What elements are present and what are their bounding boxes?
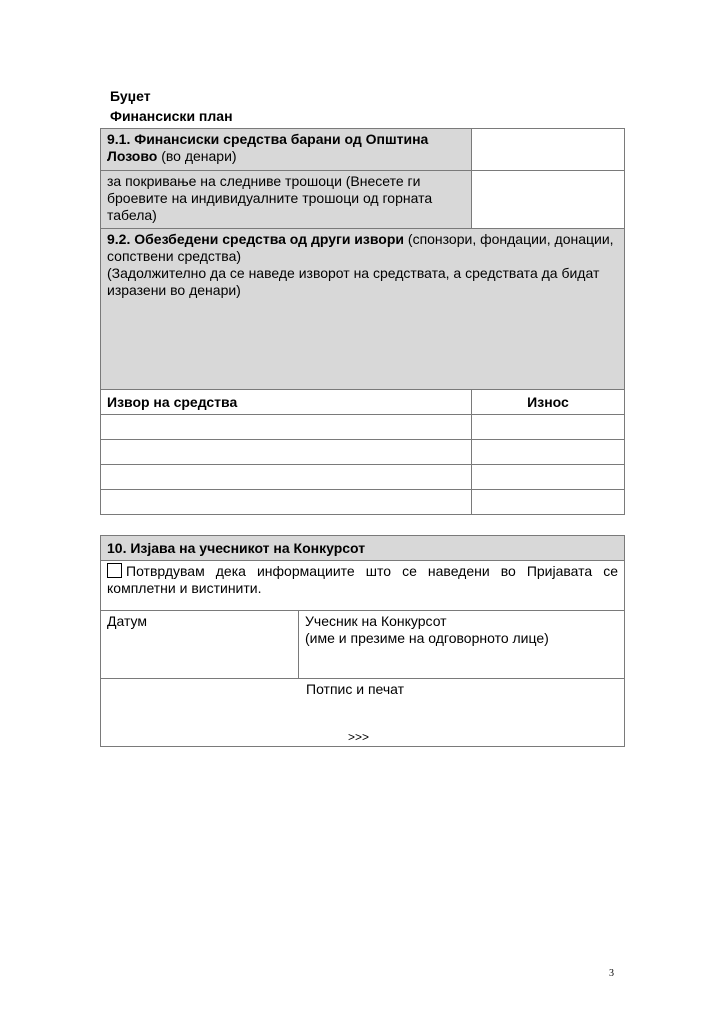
source-cell[interactable] xyxy=(101,465,472,490)
participant-cell[interactable] xyxy=(299,611,625,679)
continue-marker: >>> xyxy=(348,730,370,744)
col-amount-header: Износ xyxy=(472,390,625,415)
budget-title: Буџет xyxy=(110,88,151,104)
signature-cell[interactable] xyxy=(101,679,625,747)
col-source-header: Извор на средства xyxy=(101,390,472,415)
source-cell[interactable] xyxy=(101,490,472,515)
source-cell[interactable] xyxy=(101,415,472,440)
confirm-cell xyxy=(101,561,625,611)
section10-title: 10. Изјава на учесникот на Конкурсот xyxy=(101,536,625,561)
table-row xyxy=(101,415,625,440)
s91-costs-input[interactable] xyxy=(472,171,625,229)
date-label: Датум xyxy=(107,613,147,629)
table-row xyxy=(101,440,625,465)
declaration-table xyxy=(100,535,625,747)
participant-sub: (име и презиме на одговорното лице) xyxy=(305,630,549,646)
s92-cell xyxy=(101,229,625,390)
financial-plan-table xyxy=(100,128,625,515)
table-row xyxy=(101,490,625,515)
signature-label: Потпис и печат xyxy=(306,681,405,697)
amount-cell[interactable] xyxy=(472,465,625,490)
participant-label: Учесник на Конкурсот xyxy=(305,613,447,629)
financial-plan-title: Финансиски план xyxy=(110,108,233,124)
amount-cell[interactable] xyxy=(472,415,625,440)
confirm-checkbox[interactable] xyxy=(107,563,122,578)
table-row xyxy=(101,465,625,490)
s91-amount-input[interactable] xyxy=(472,129,625,171)
s92-note: (Задолжително да се наведе изворот на средствата, а средствата да бидат изразени во денари) xyxy=(107,265,600,298)
s92-title: 9.2. Обезбедени средства од други извори xyxy=(107,231,405,247)
s92-title-rest: (спонзори, фондации, донации, сопствени средства) xyxy=(107,231,614,264)
page-number: 3 xyxy=(609,968,614,979)
amount-cell[interactable] xyxy=(472,440,625,465)
s91-title: 9.1. Финансиски средства барани од Општина Лозово xyxy=(107,131,429,164)
amount-cell[interactable] xyxy=(472,490,625,515)
source-cell[interactable] xyxy=(101,440,472,465)
date-cell[interactable] xyxy=(101,611,299,679)
s91-note: за покривање на следниве трошоци (Внесете ги броевите на индивидуалните трошоци од горната табела) xyxy=(101,171,472,229)
s91-title-rest: (во денари) xyxy=(157,148,237,164)
confirm-text: Потврдувам дека информациите што се наведени во Пријавата се комплетни и вистинити. xyxy=(107,563,619,596)
s91-title-cell xyxy=(101,129,472,171)
